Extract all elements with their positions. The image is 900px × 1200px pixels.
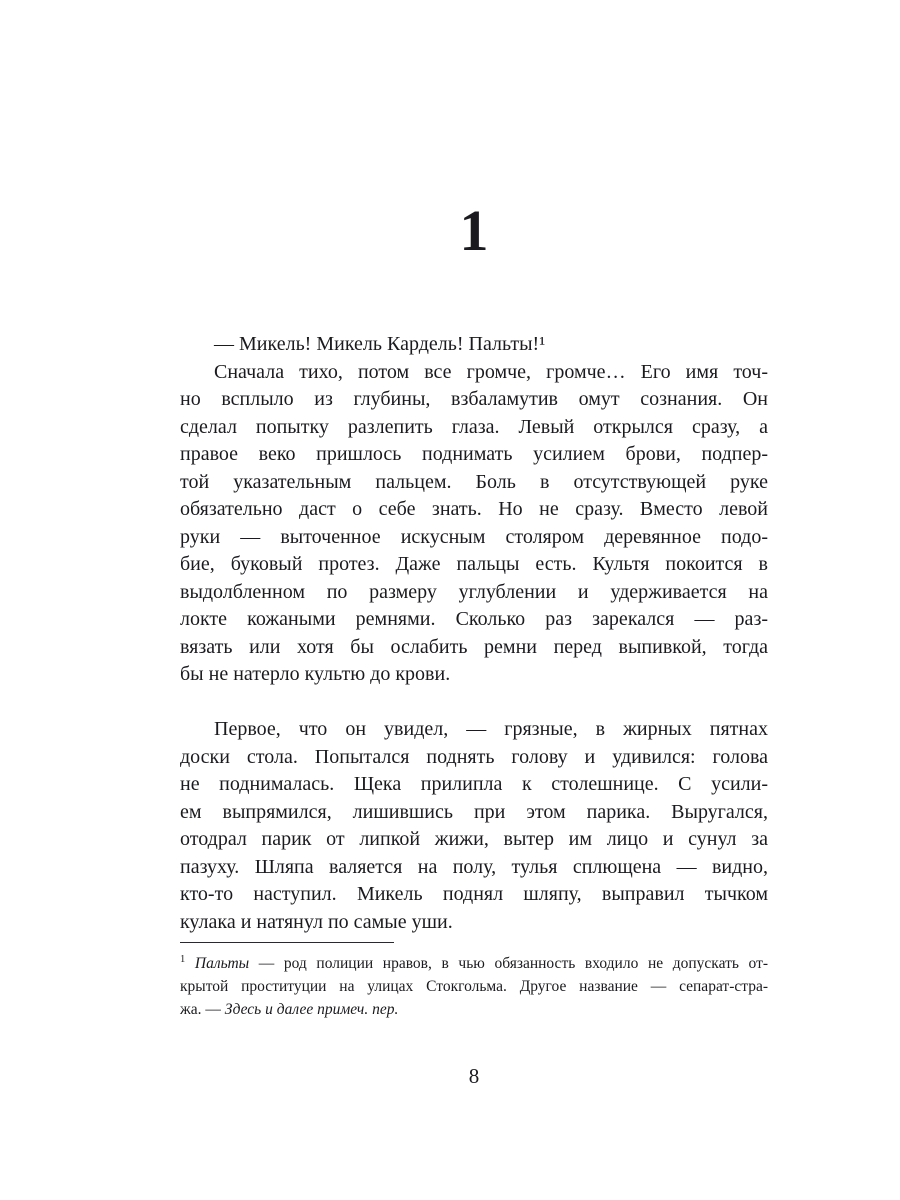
text-line: руки — выточенное искусным столяром деревянное подо- — [180, 525, 768, 548]
text-line: бие, буковый протез. Даже пальцы есть. Культя покоится в — [180, 553, 768, 575]
footnote — [180, 942, 768, 1021]
text-line: — Микель! Микель Кардель! Пальты!¹ — [214, 333, 546, 355]
footnote-text — [180, 952, 768, 1021]
text-line: Первое, что он увидел, — грязные, в жирных пятнах — [214, 718, 768, 740]
paragraph — [180, 331, 768, 359]
footnote-line — [180, 975, 768, 998]
text-line: той указательным пальцем. Боль в отсутствующей руке — [180, 470, 768, 493]
text-line: отодрал парик от липкой жижи, вытер им лицо и сунул за — [180, 828, 768, 850]
footnote-segment: Здесь и далее примеч. пер. — [224, 1001, 399, 1018]
text-line: не поднималась. Щека прилипла к столешнице. С усили- — [180, 773, 768, 795]
footnote-segment: жа. — — [180, 1001, 225, 1018]
text-line: кулака и натянул по самые уши. — [180, 910, 453, 933]
footnote-segment — [185, 955, 195, 972]
paragraph — [180, 716, 768, 936]
text-line: но всплыло из глубины, взбаламутив омут сознания. Он — [180, 388, 768, 410]
chapter-number: 1 — [459, 198, 489, 263]
text-line: обязательно даст о себе знать. Но не сразу. Вместо левой — [180, 498, 768, 520]
footnote-segment: крытой проституции на улицах Стокгольма. Другое название — сепарат-стра- — [180, 978, 768, 995]
text-line: вязать или хотя бы ослабить ремни перед выпивкой, тогда — [180, 635, 768, 658]
text-line: правое веко пришлось поднимать усилием брови, подпер- — [180, 443, 768, 465]
page-number: 8 — [468, 1064, 480, 1088]
body-text — [180, 331, 768, 936]
text-line: сделал попытку разлепить глаза. Левый открылся сразу, а — [180, 415, 768, 438]
text-line: кто-то наступил. Микель поднял шляпу, выправил тычком — [180, 883, 768, 905]
paragraph — [180, 359, 768, 689]
footnote-segment: Пальты — [194, 955, 250, 972]
text-line: локте кожаными ремнями. Сколько раз зарекался — раз- — [180, 608, 768, 630]
text-line: выдолбленном по размеру углублении и удерживается на — [180, 580, 768, 603]
footnote-segment: — род полиции нравов, в чью обязанность входило не допускать от- — [249, 955, 769, 972]
text-line: ем выпрямился, лишившись при этом парика. Выругался, — [180, 800, 768, 823]
footnote-line — [180, 952, 768, 975]
text-line: пазуху. Шляпа валяется на полу, тулья сплющена — видно, — [180, 855, 768, 878]
text-line: бы не натерло культю до крови. — [180, 663, 451, 685]
footnote-divider — [180, 942, 394, 943]
footnote-marker: 1 — [180, 953, 186, 965]
text-line: Сначала тихо, потом все громче, громче… Его имя точ- — [214, 360, 768, 383]
footnote-line — [180, 998, 768, 1021]
text-line: доски стола. Попытался поднять голову и удивился: голова — [180, 745, 768, 768]
